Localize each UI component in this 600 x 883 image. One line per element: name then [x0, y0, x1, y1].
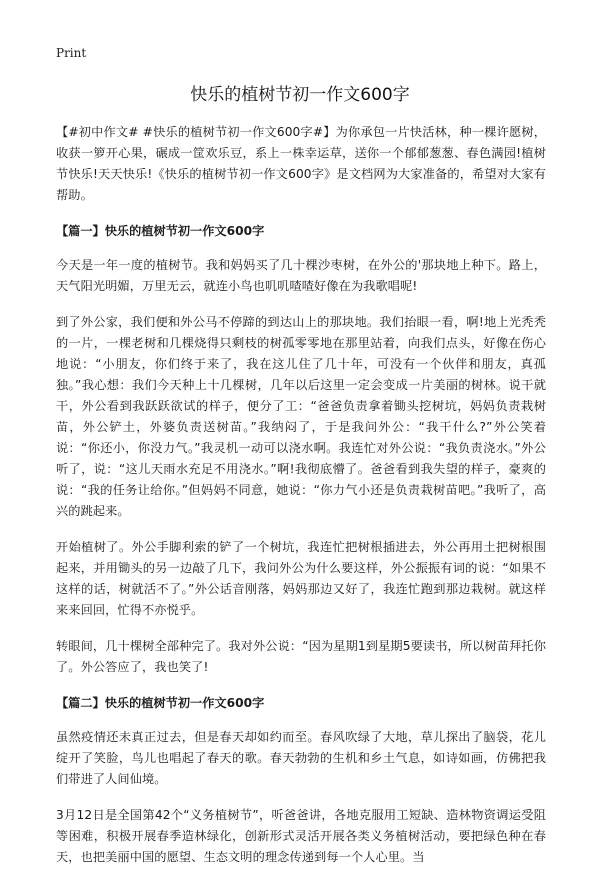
section-1-paragraph-3: 开始植树了。外公手脚利索的铲了一个树坑，我连忙把树根插进去，外公再用土把树根围起来，并用锄头的另一边敲了几下，我问外公为什么要这样，外公振振有词的说：“如果不这样的话，树就活不了。”外公话音刚落，妈妈那边又好了，我连忙跑到那边栽树。就这样来来回回，忙得不亦悦乎。: [56, 540, 546, 617]
page-title: 快乐的植树节初一作文600字: [190, 85, 410, 105]
article-body: [56, 122, 546, 883]
section-1-paragraph-1: 今天是一年一度的植树节。我和妈妈买了几十棵沙枣树，在外公的'那块地上种下。路上，天气阳光明媚，万里无云，就连小鸟也叽叽喳喳好像在为我歌唱呢!: [56, 258, 546, 293]
section-2-paragraph-1: 虽然疫情还未真正过去，但是春天却如约而至。春风吹绿了大地，草儿探出了脑袋，花儿绽开了笑脸，鸟儿也唱起了春天的歌。春天勃勃的生机和乡土气息，如诗如画，仿佛把我们带进了人间仙境。: [56, 730, 546, 786]
section-2-paragraph-2: 3月12日是全国第42个“义务植树节”，听爸爸讲，各地克服用工短缺、造林物资调运受阻等困难，积极开展春季造林绿化，创新形式灵活开展各类义务植树活动，要把绿色种在春天，也把美丽中国的愿望、生态文明的理念传递到每一个人心里。当: [56, 808, 546, 864]
section-2-heading: 【篇二】快乐的植树节初一作文600字: [56, 696, 265, 710]
section-1-heading: 【篇一】快乐的植树节初一作文600字: [56, 224, 265, 238]
print-link[interactable]: Print: [56, 46, 87, 60]
intro-paragraph: 【#初中作文# #快乐的植树节初一作文600字#】为你承包一片快活林，种一棵许愿树，收获一箩开心果，碾成一筐欢乐豆，系上一株幸运草，送你一个郁郁葱葱、春色满园!植树节快乐!天天快乐!《快乐的植树节初一作文600字》是文档网为大家准备的，希望对大家有帮助。: [56, 125, 546, 202]
section-1-paragraph-4: 转眼间，几十棵树全部种完了。我对外公说：“因为星期1到星期5要读书，所以树苗拜托你了。外公答应了，我也笑了!: [56, 639, 546, 674]
section-1-paragraph-2: 到了外公家，我们便和外公马不停蹄的到达山上的那块地。我们抬眼一看，啊!地上光秃秃的一片，一棵老树和几棵烧得只剩枝的树孤零零地在那里站着，向我们点头，好像在伤心地说：“小朋友，你们终于来了，我在这儿住了几十年，可没有一个伙伴和朋友，真孤独。”我心想：我们今天种上十几棵树，几年以后这里一定会变成一片美丽的树林。说干就干，外公看到我跃跃欲试的样子，便分了工：“爸爸负责拿着锄头挖树坑，妈妈负责栽树苗，外公铲土，外婆负责送树苗。”我纳闷了，于是我问外公：“我干什么?”外公笑着说：“你还小，你没力气。”我灵机一动可以浇水啊。我连忙对外公说：“我负责浇水。”外公听了，说：“这儿天雨水充足不用浇水。”啊!我彻底懵了。爸爸看到我失望的样子，豪爽的说：“我的任务让给你。”但妈妈不同意，她说：“你力气小还是负责栽树苗吧。”我听了，高兴的跳起来。: [56, 315, 546, 518]
